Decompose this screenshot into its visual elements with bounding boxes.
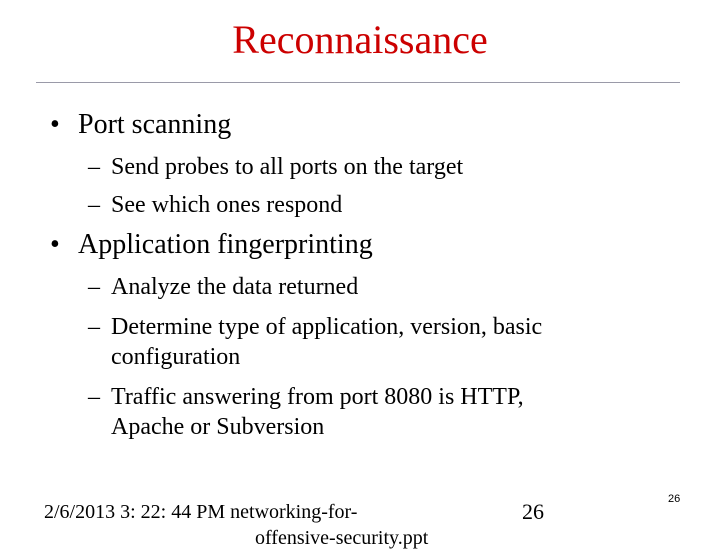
subitem-text: See which ones respond	[111, 192, 343, 218]
slide-number: 26	[668, 493, 681, 505]
subitem-marker: –	[88, 384, 100, 410]
bullet-port-scanning	[50, 108, 231, 142]
footer-datetime-filename: 2/6/2013 3: 22: 44 PM networking-for-	[44, 501, 358, 523]
subitem-text: Traffic answering from port 8080 is HTTP,	[111, 384, 524, 410]
bullet-application-fingerprinting	[50, 228, 373, 262]
subitem-marker: –	[88, 154, 100, 180]
subitem-marker: –	[88, 192, 100, 218]
subitem-see-which-respond	[88, 190, 342, 220]
footer-page-number: 26	[522, 499, 544, 524]
subitem-traffic-answering-continued: Apache or Subversion	[111, 414, 325, 440]
subitem-text: Determine type of application, version, basic	[111, 314, 543, 340]
subitem-marker: –	[88, 314, 100, 340]
slide-title: Reconnaissance	[232, 17, 488, 62]
bullet-marker: •	[50, 229, 60, 260]
subitem-text: Analyze the data returned	[111, 274, 359, 300]
subitem-determine-type	[88, 312, 542, 342]
bullet-text: Port scanning	[78, 109, 232, 140]
subitem-send-probes	[88, 152, 463, 182]
subitem-marker: –	[88, 274, 100, 300]
bullet-text: Application fingerprinting	[78, 229, 373, 260]
bullet-marker: •	[50, 109, 60, 140]
subitem-determine-type-continued: configuration	[111, 344, 241, 370]
footer-filename-continued: offensive-security.ppt	[255, 527, 429, 549]
subitem-traffic-answering	[88, 382, 524, 412]
title-divider	[36, 82, 680, 83]
subitem-text: Send probes to all ports on the target	[111, 154, 464, 180]
subitem-analyze-data	[88, 272, 358, 302]
